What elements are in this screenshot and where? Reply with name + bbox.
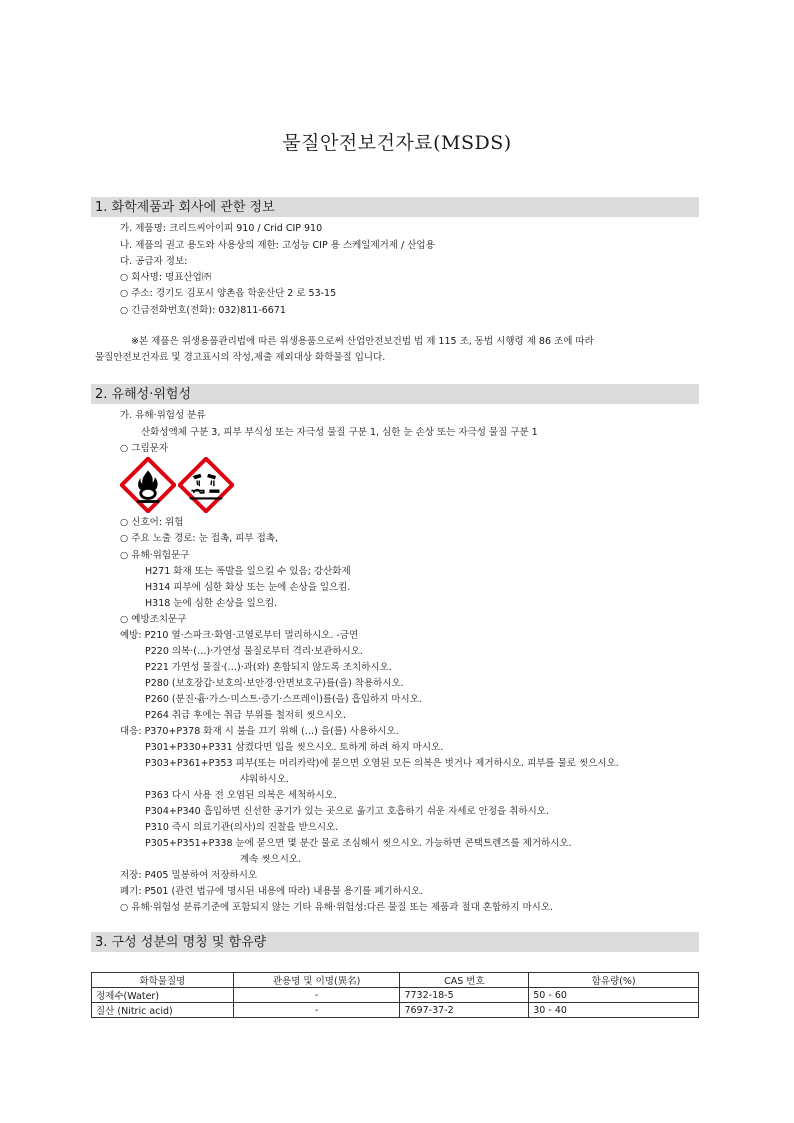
- emergency-phone: ○ 긴급전화번호(전화): 032)811-6671: [120, 305, 286, 316]
- company-name: ○ 회사명: 명표산업㈜: [120, 272, 212, 283]
- exemption-note-line2: 물질안전보건자료 및 경고표시의 작성,제출 제외대상 화학물질 입니다.: [95, 352, 386, 363]
- supplier-info-label: 다. 공급자 정보:: [120, 256, 188, 267]
- chemical-name-cell: 정제수(Water): [92, 988, 234, 1003]
- hazard-h318: H318 눈에 심한 손상을 일으킴.: [145, 598, 278, 609]
- hazard-h271: H271 화재 또는 폭발을 일으킬 수 있음; 강산화제: [145, 566, 351, 577]
- company-address: ○ 주소: 경기도 김포시 양촌읍 학운산단 2 로 53-15: [120, 288, 337, 299]
- composition-table: [91, 972, 699, 1018]
- content-percent-cell: 50 - 60: [529, 988, 699, 1003]
- synonym-cell: -: [233, 988, 400, 1003]
- prevention-p260: P260 (분진·흄·가스·미스트·증기·스프레이)를(을) 흡입하지 마시오.: [145, 694, 422, 705]
- flame-over-circle-icon: [120, 457, 176, 513]
- column-header: 화학물질명: [92, 973, 234, 988]
- response-p304: P304+P340 흡입하면 신선한 공기가 있는 곳으로 옮기고 호흡하기 쉬운 자세로 안정을 취하시오.: [145, 806, 549, 817]
- hazard-h314: H314 피부에 심한 화상 또는 눈에 손상을 일으킴.: [145, 582, 351, 593]
- exemption-note-line1: ※본 제품은 위생용품관리법에 따른 위생용품으로써 산업안전보건법 법 제 115 조, 동법 시행령 제 86 조에 따라: [131, 336, 594, 347]
- content-percent-cell: 30 - 40: [529, 1003, 699, 1018]
- response-p305: P305+P351+P338 눈에 묻으면 몇 분간 물로 조심해서 씻으시오. 가능하면 콘택트렌즈를 제거하시오.: [145, 838, 572, 849]
- storage-p405: 저장: P405 밀봉하여 저장하시오: [120, 870, 258, 881]
- response-p370: 대응: P370+P378 화재 시 불을 끄기 위해 (…) 을(를) 사용하시오.: [120, 726, 399, 737]
- prevention-p221: P221 가연성 물질·(…)·과(와) 혼합되지 않도록 조치하시오.: [145, 662, 392, 673]
- product-name: 가. 제품명: 크리드씨아이피 910 / Crid CIP 910: [120, 223, 323, 234]
- section2-heading: 2. 유해성·위험성: [91, 384, 699, 404]
- table-header-row: [92, 973, 699, 988]
- hazard-class-label: 가. 유해·위험성 분류: [120, 410, 206, 421]
- precaution-label: ○ 예방조치문구: [120, 614, 187, 625]
- disposal-p501: 폐기: P501 (관련 법규에 명시된 내용에 따라) 내용물 용기를 폐기하시오.: [120, 886, 424, 897]
- column-header: 함유량(%): [529, 973, 699, 988]
- hazard-class-text: 산화성액체 구분 3, 피부 부식성 또는 자극성 물질 구분 1, 심한 눈 손상 또는 자극성 물질 구분 1: [141, 427, 538, 438]
- hazard-statements-label: ○ 유해·위험문구: [120, 550, 190, 561]
- signal-word: ○ 신호어: 위험: [120, 517, 184, 528]
- cas-number-cell: 7697-37-2: [400, 1003, 529, 1018]
- response-p301: P301+P330+P331 삼켰다면 입을 씻으시오. 토하게 하려 하지 마시오.: [145, 742, 444, 753]
- pictogram-label: ○ 그림문자: [120, 443, 169, 454]
- response-p303: P303+P361+P353 피부(또는 머리카락)에 묻으면 오염된 모든 의복은 벗거나 제거하시오. 피부를 물로 씻으시오.: [145, 758, 619, 769]
- column-header: 관용명 및 이명(異名): [233, 973, 400, 988]
- section3-heading: 3. 구성 성분의 명칭 및 함유량: [91, 932, 699, 952]
- chemical-name-cell: 질산 (Nitric acid): [92, 1003, 234, 1018]
- cas-number-cell: 7732-18-5: [400, 988, 529, 1003]
- table-row: [92, 988, 699, 1003]
- response-p305-cont: 계속 씻으시오.: [240, 854, 302, 865]
- prevention-p264: P264 취급 후에는 취급 부위를 철저히 씻으시오.: [145, 710, 347, 721]
- prevention-p280: P280 (보호장갑·보호의·보안경·안면보호구)를(을) 착용하시오.: [145, 678, 404, 689]
- corrosion-icon: [178, 457, 234, 513]
- product-use: 나. 제품의 권고 용도와 사용상의 제한: 고성능 CIP 용 스케일제거제 / 산업용: [120, 240, 435, 251]
- section1-heading: 1. 화학제품과 회사에 관한 정보: [91, 197, 699, 217]
- response-p310: P310 즉시 의료기관(의사)의 진찰을 받으시오.: [145, 822, 339, 833]
- response-p363: P363 다시 사용 전 오염된 의복은 세척하시오.: [145, 790, 337, 801]
- exposure-routes: ○ 주요 노출 경로: 눈 접촉, 피부 접촉,: [120, 533, 278, 544]
- prevention-p210: 예방: P210 열·스파크·화염·고열로부터 멀리하시오. -금연: [120, 630, 359, 641]
- other-hazards: ○ 유해·위험성 분류기준에 포함되지 않는 기타 유해·위험성:다른 물질 또는 제품과 절대 혼합하지 마시오.: [120, 902, 554, 913]
- synonym-cell: -: [233, 1003, 400, 1018]
- prevention-p220: P220 의복·(…)·가연성 물질로부터 격리·보관하시오.: [145, 646, 363, 657]
- document-title: 물질안전보건자료(MSDS): [282, 132, 512, 154]
- column-header: CAS 번호: [400, 973, 529, 988]
- pictogram-row: [120, 457, 234, 515]
- table-row: [92, 1003, 699, 1018]
- response-p303-cont: 샤워하시오.: [240, 774, 289, 785]
